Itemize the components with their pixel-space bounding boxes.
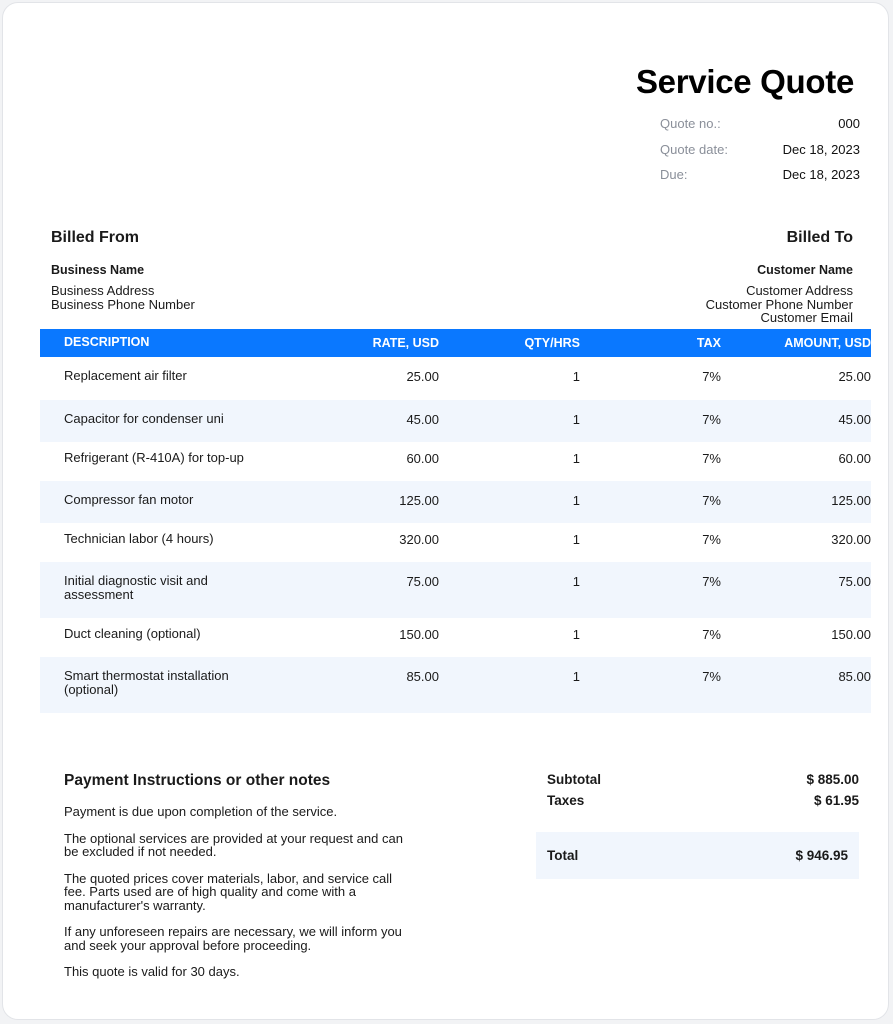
cell-tax: 7% [702, 369, 721, 384]
table-row [40, 618, 871, 657]
table-row [40, 400, 871, 442]
totals-section [536, 772, 859, 879]
table-row [40, 481, 871, 523]
cell-description: Refrigerant (R-410A) for top-up [64, 450, 244, 465]
subtotal-value: $ 885.00 [806, 772, 859, 787]
table-row [40, 562, 871, 618]
quote-meta [660, 116, 860, 193]
line-items-table [40, 329, 871, 713]
cell-rate: 85.00 [406, 669, 439, 684]
note-paragraph: The optional services are provided at your request and can be excluded if not needed. [64, 830, 403, 859]
cell-qty: 1 [572, 669, 580, 684]
total-row [536, 832, 859, 879]
cell-rate: 320.00 [399, 532, 439, 547]
cell-qty: 1 [572, 369, 580, 384]
table-row [40, 357, 871, 400]
billed-from-section [51, 229, 195, 311]
cell-description: Replacement air filter [64, 368, 187, 383]
cell-tax: 7% [702, 493, 721, 508]
customer-name: Customer Name [757, 263, 853, 277]
notes-section [64, 772, 409, 992]
table-header [40, 329, 871, 357]
cell-amount: 320.00 [831, 532, 871, 547]
cell-tax: 7% [702, 412, 721, 427]
billed-to-section [706, 229, 853, 325]
header-qty: QTY/HRS [524, 336, 580, 350]
quote-number-label: Quote no.: [660, 116, 721, 131]
header-tax: TAX [696, 336, 721, 350]
taxes-value: $ 61.95 [813, 793, 859, 808]
quote-date-label: Quote date: [660, 141, 728, 157]
quote-document [2, 2, 889, 1020]
cell-rate: 125.00 [399, 493, 439, 508]
note-paragraph: If any unforeseen repairs are necessary, we will inform you and seek your approval before proceeding. [64, 924, 402, 953]
document-title: Service Quote [635, 63, 854, 100]
cell-description: Duct cleaning (optional) [64, 626, 201, 641]
table-row [40, 442, 871, 481]
table-row [40, 523, 871, 562]
cell-rate: 45.00 [406, 412, 439, 427]
total-value: $ 946.95 [795, 848, 848, 863]
customer-phone: Customer Phone Number [705, 296, 853, 312]
cell-amount: 75.00 [838, 574, 871, 589]
subtotal-row [536, 772, 859, 793]
cell-amount: 85.00 [838, 669, 871, 684]
cell-qty: 1 [572, 451, 580, 466]
quote-date-value: Dec 18, 2023 [782, 141, 860, 157]
cell-tax: 7% [702, 574, 721, 589]
subtotal-label: Subtotal [547, 772, 601, 787]
total-label: Total [547, 848, 579, 863]
header-description: DESCRIPTION [64, 335, 150, 350]
cell-qty: 1 [572, 532, 580, 547]
taxes-row [536, 793, 859, 814]
cell-rate: 60.00 [406, 451, 439, 466]
cell-rate: 75.00 [406, 574, 439, 589]
business-phone: Business Phone Number [51, 296, 195, 312]
due-date-row [660, 167, 860, 193]
cell-tax: 7% [702, 532, 721, 547]
cell-rate: 150.00 [399, 627, 439, 642]
customer-address: Customer Address [746, 283, 853, 298]
due-date-label: Due: [660, 167, 688, 182]
billed-to-heading: Billed To [786, 229, 853, 246]
header-amount: AMOUNT, USD [784, 336, 871, 350]
quote-date-row [660, 142, 860, 168]
cell-tax: 7% [702, 627, 721, 642]
note-paragraph: The quoted prices cover materials, labor, and service call fee. Parts used are of high quality and come with a manufacturer's warranty. [64, 870, 393, 913]
taxes-label: Taxes [547, 793, 585, 808]
note-paragraph: This quote is valid for 30 days. [64, 964, 240, 979]
business-name: Business Name [51, 263, 145, 277]
cell-qty: 1 [572, 627, 580, 642]
quote-number-row [660, 116, 860, 142]
cell-amount: 60.00 [838, 451, 871, 466]
cell-amount: 25.00 [838, 369, 871, 384]
quote-number-value: 000 [838, 116, 860, 131]
table-row [40, 657, 871, 713]
cell-amount: 45.00 [838, 412, 871, 427]
cell-description: Smart thermostat installation (optional) [64, 668, 229, 697]
customer-email: Customer Email [760, 310, 853, 325]
due-date-value: Dec 18, 2023 [782, 167, 860, 182]
cell-description: Capacitor for condenser uni [64, 411, 224, 426]
cell-qty: 1 [572, 412, 580, 427]
cell-qty: 1 [572, 493, 580, 508]
billed-from-heading: Billed From [51, 229, 140, 246]
cell-qty: 1 [572, 574, 580, 589]
note-paragraph: Payment is due upon completion of the service. [64, 804, 338, 819]
notes-title: Payment Instructions or other notes [64, 772, 331, 789]
cell-tax: 7% [702, 669, 721, 684]
cell-amount: 125.00 [831, 493, 871, 508]
cell-amount: 150.00 [831, 627, 871, 642]
header-rate: RATE, USD [372, 336, 439, 350]
cell-tax: 7% [702, 451, 721, 466]
business-address: Business Address [51, 283, 155, 298]
cell-rate: 25.00 [406, 369, 439, 384]
cell-description: Technician labor (4 hours) [64, 531, 214, 546]
cell-description: Compressor fan motor [64, 492, 194, 507]
cell-description: Initial diagnostic visit and assessment [64, 573, 208, 602]
